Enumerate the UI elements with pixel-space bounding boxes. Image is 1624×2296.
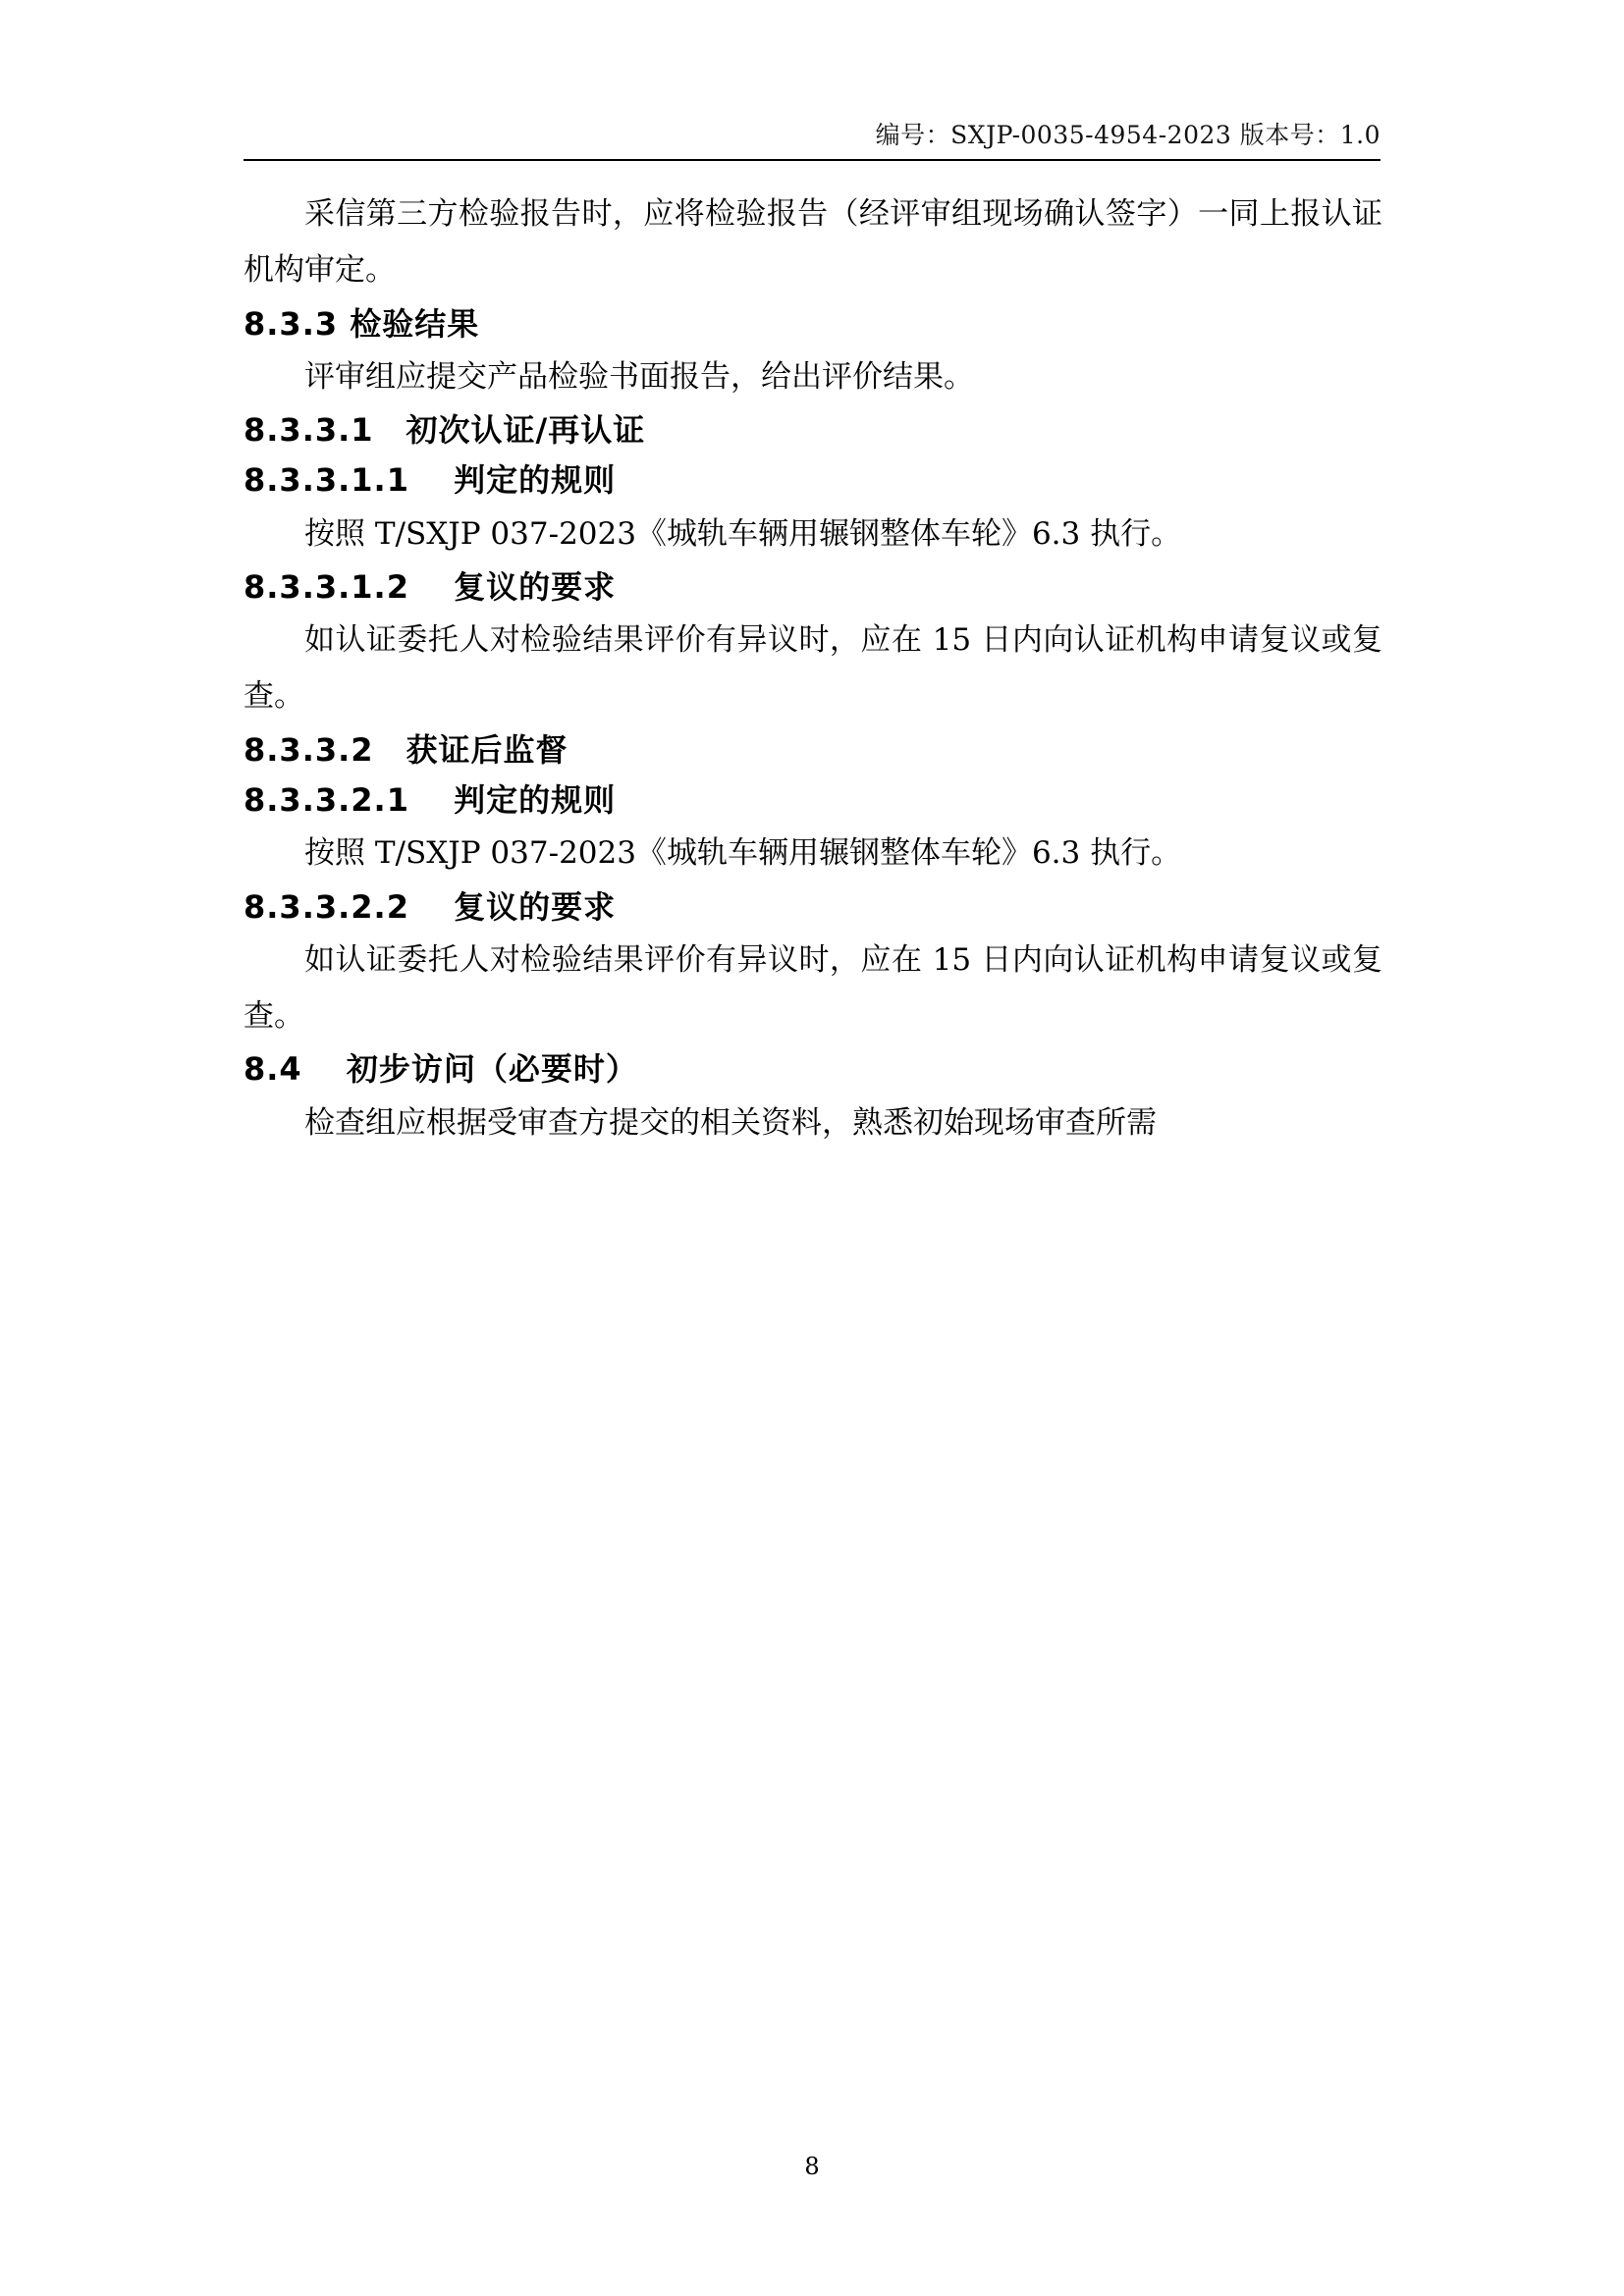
header-document-code: 编号：SXJP-0035-4954-2023 版本号：1.0 <box>875 121 1380 149</box>
heading-8-3-3-1-2: 8.3.3.1.2 复议的要求 <box>244 567 617 606</box>
heading-8-4: 8.4 初步访问（必要时） <box>244 1050 638 1089</box>
header-divider <box>244 159 1380 161</box>
paragraph-8-4-body: 检查组应根据受审查方提交的相关资料，熟悉初始现场审查所需 <box>304 1104 1157 1141</box>
paragraph-8-3-3-1-1-body: 按照 T/SXJP 037-2023《城轨车辆用辗钢整体车轮》6.3 执行。 <box>304 515 1182 552</box>
page-header <box>244 116 1380 165</box>
paragraph-8-3-3-body: 评审组应提交产品检验书面报告，给出评价结果。 <box>304 358 974 395</box>
paragraph-third-party-report: 采信第三方检验报告时，应将检验报告（经评审组现场确认签字）一同上报认证机构审定。 <box>244 196 1382 289</box>
heading-8-3-3-2: 8.3.3.2 获证后监督 <box>244 730 568 769</box>
heading-8-3-3: 8.3.3 检验结果 <box>244 304 480 343</box>
document-body <box>244 187 1382 1151</box>
heading-8-3-3-2-1: 8.3.3.2.1 判定的规则 <box>244 781 617 819</box>
page-number: 8 <box>804 2153 820 2180</box>
heading-8-3-3-2-2: 8.3.3.2.2 复议的要求 <box>244 887 617 926</box>
paragraph-8-3-3-1-2-body: 如认证委托人对检验结果评价有异议时，应在 15 日内向认证机构申请复议或复查。 <box>244 622 1382 715</box>
paragraph-8-3-3-2-1-body: 按照 T/SXJP 037-2023《城轨车辆用辗钢整体车轮》6.3 执行。 <box>304 835 1182 872</box>
heading-8-3-3-1-1: 8.3.3.1.1 判定的规则 <box>244 461 617 500</box>
paragraph-8-3-3-2-2-body: 如认证委托人对检验结果评价有异议时，应在 15 日内向认证机构申请复议或复查。 <box>244 941 1382 1035</box>
heading-8-3-3-1: 8.3.3.1 初次认证/再认证 <box>244 411 646 450</box>
